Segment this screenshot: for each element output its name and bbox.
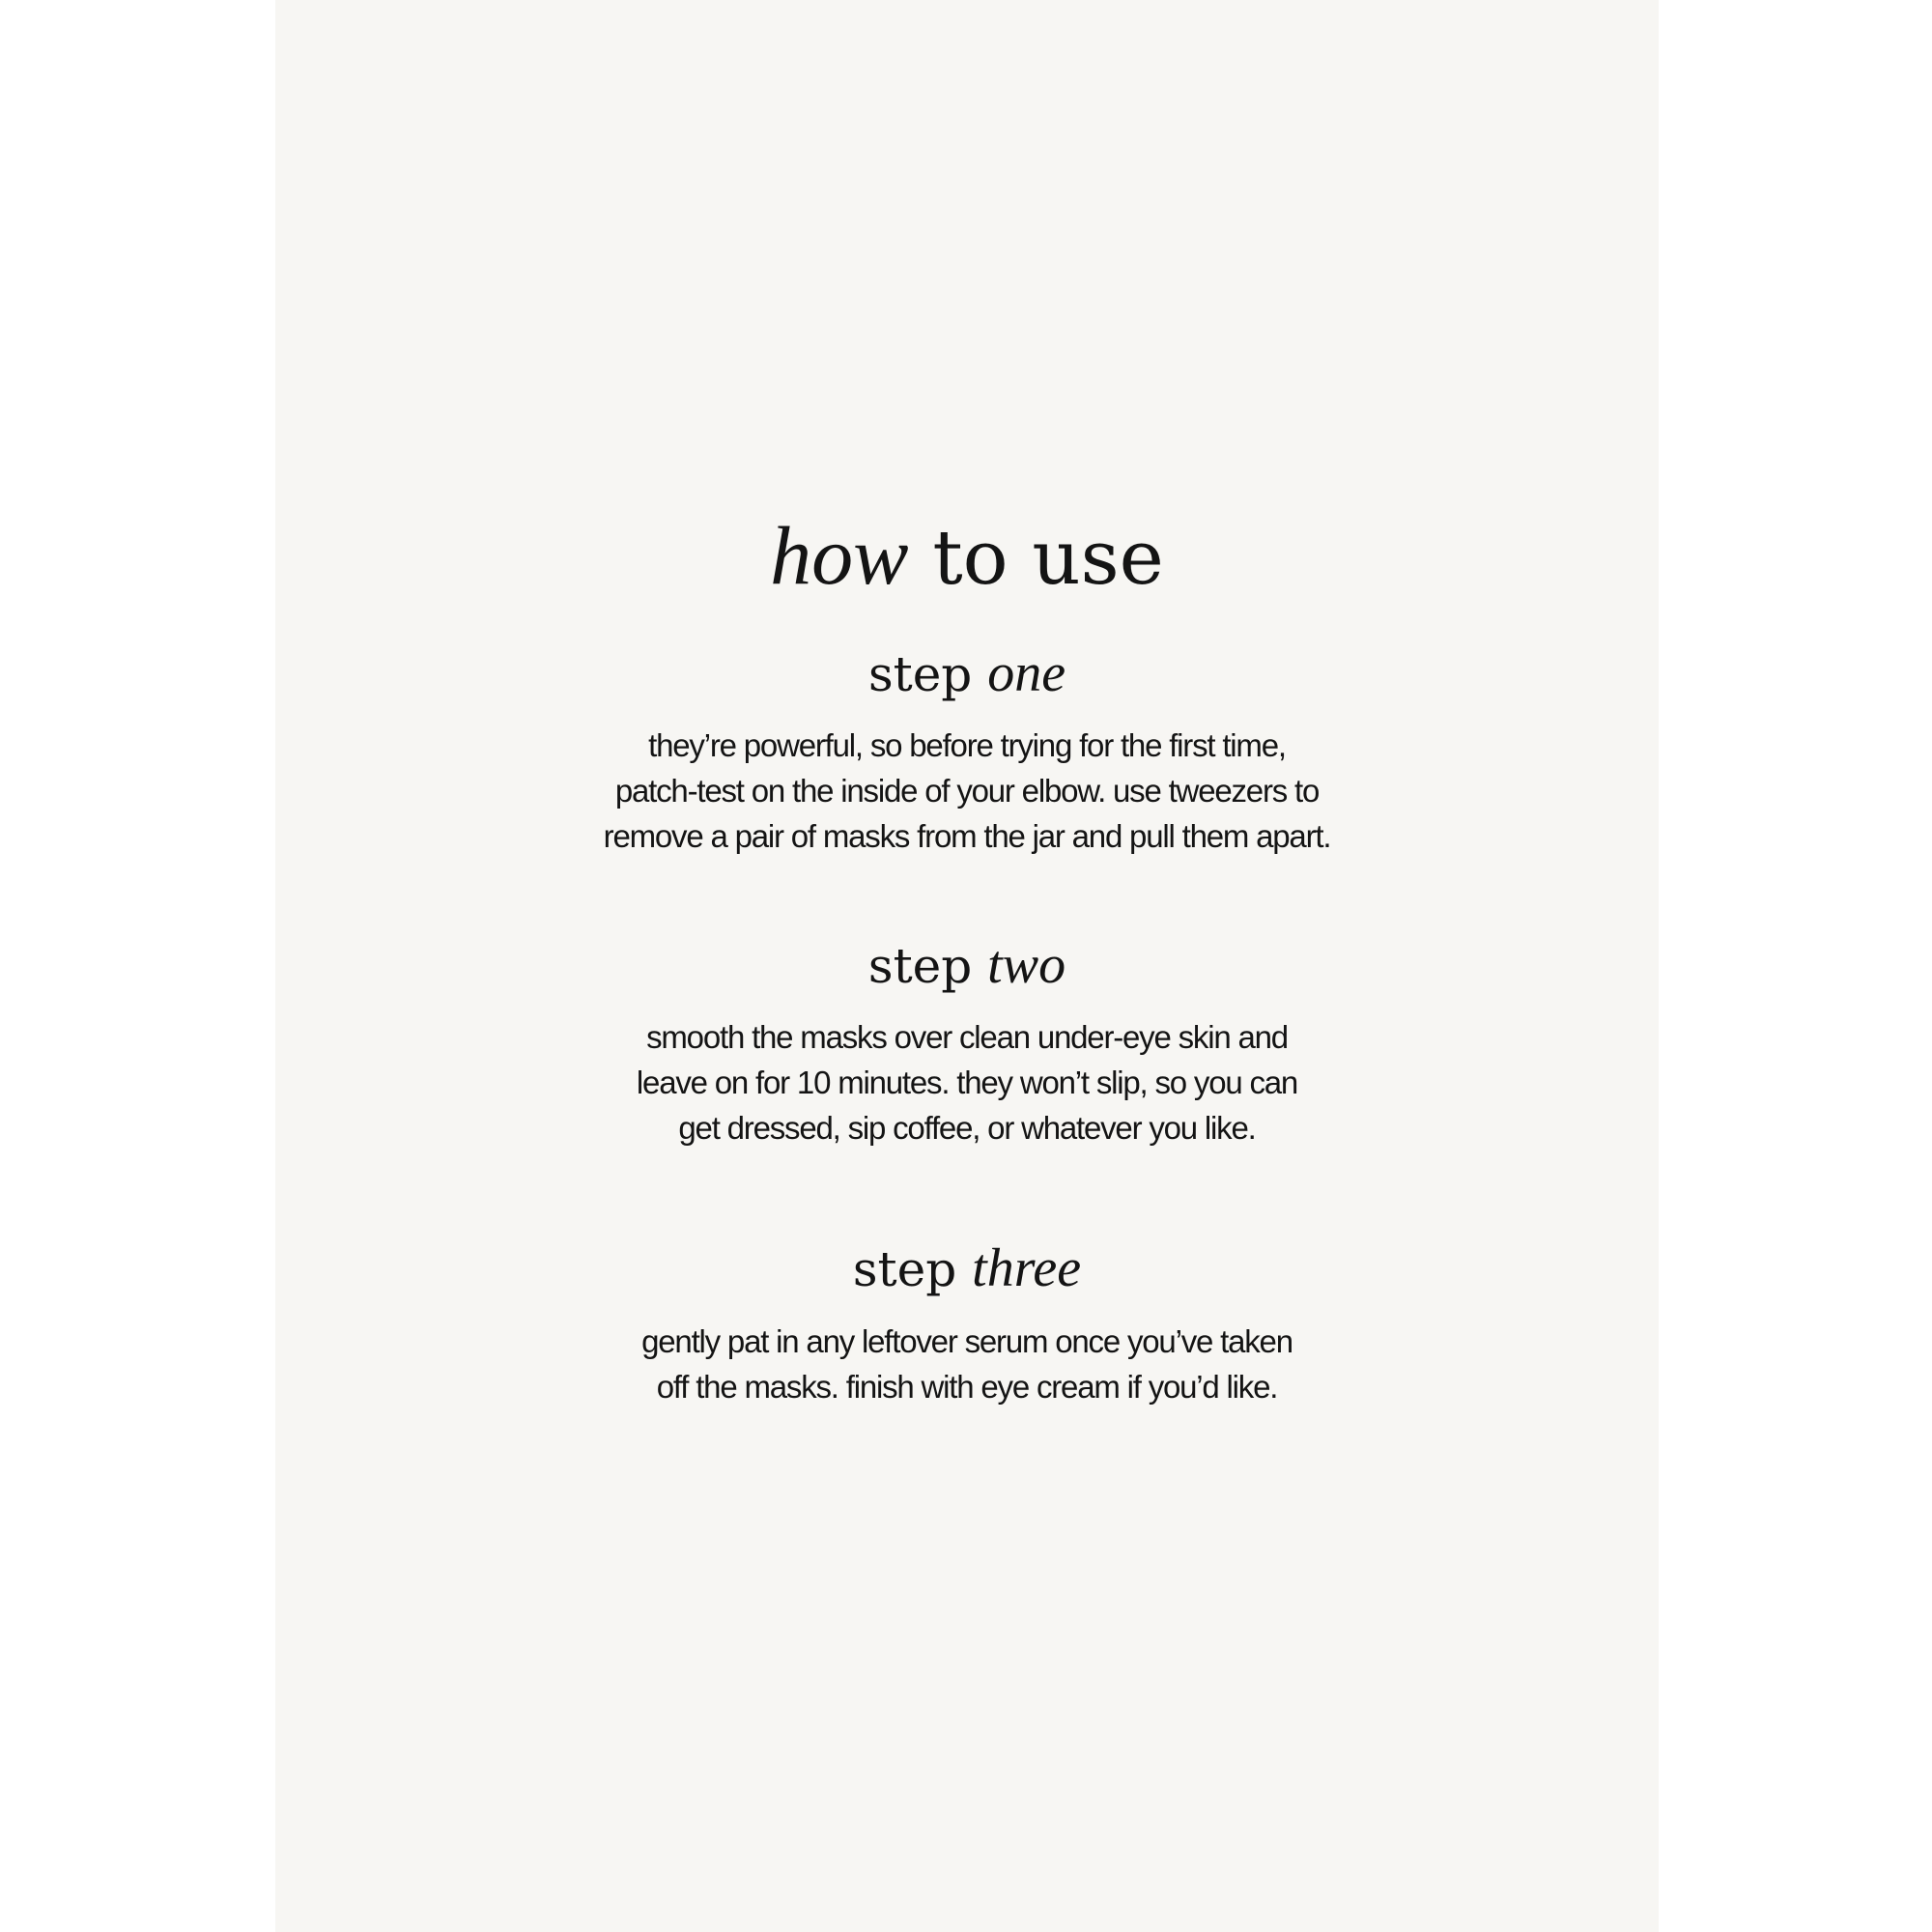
step-line: they’re powerful, so before trying for the first time, [648,727,1286,763]
step-number: three [972,1238,1082,1298]
step-two-text [275,1014,1659,1151]
step-line: gently pat in any leftover serum once you’ve taken [641,1323,1293,1359]
step-three-text [275,1319,1659,1409]
instruction-card [275,0,1659,1932]
step-line: off the masks. finish with eye cream if you’d like. [656,1369,1278,1405]
step-prefix: step [852,1241,957,1297]
step-prefix: step [867,938,973,994]
step-line: patch-test on the inside of your elbow. use tweezers to [614,773,1320,809]
page-title [275,507,1659,607]
step-line: smooth the masks over clean under-eye skin and [646,1019,1288,1055]
step-three-heading [275,1235,1659,1303]
title-rest: to use [932,515,1164,602]
step-line: leave on for 10 minutes. they won’t slip, so you can [636,1065,1298,1100]
step-prefix: step [867,646,973,702]
step-line: get dressed, sip coffee, or whatever you like. [678,1110,1256,1146]
step-number: one [987,643,1066,703]
step-number: two [987,935,1066,995]
step-two-heading [275,931,1659,1000]
step-line: remove a pair of masks from the jar and pull them apart. [603,818,1331,854]
step-one-text [275,723,1659,859]
title-italic-word: how [770,509,909,602]
step-one-heading [275,639,1659,708]
